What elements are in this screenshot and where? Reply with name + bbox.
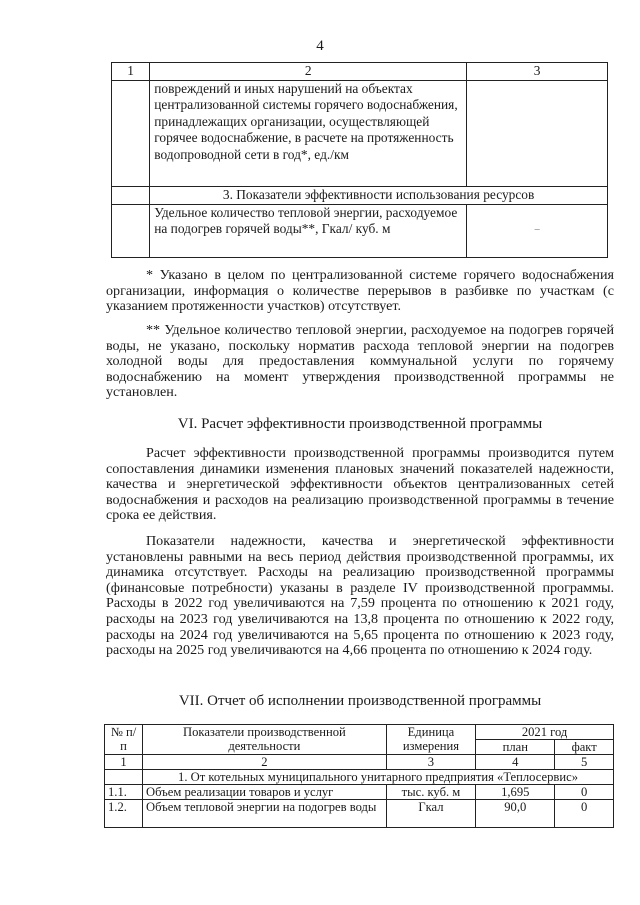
index-cell: 3 bbox=[386, 755, 475, 770]
table-row-fact: 0 bbox=[555, 800, 614, 828]
index-cell: 1 bbox=[105, 755, 143, 770]
section-6-paragraph-1: Расчет эффективности производственной программы производится путем сопоставления динамики изменения плановых значений показателей надежности, качества и энергетической эффективности объектов централизованных сетей водоснабжения и расходов на реализацию производственной программы в течение срока ее действия. bbox=[106, 445, 614, 524]
index-cell: 2 bbox=[143, 755, 387, 770]
group-number-cell bbox=[105, 770, 143, 785]
indicator-value bbox=[467, 80, 608, 186]
table-row-fact: 0 bbox=[555, 785, 614, 800]
footnote-1: * Указано в целом по централизованной системе горячего водоснабжения организации, информация о количестве перерывов в разбивке по участкам (с указанием протяженности участков) отсутствует. bbox=[106, 267, 614, 315]
table-row-plan: 90,0 bbox=[476, 800, 555, 828]
row-number-cell bbox=[112, 80, 150, 186]
header-plan: план bbox=[476, 740, 555, 755]
indicator-text: повреждений и иных нарушений на объектах централизованной системы горячего водоснабжения, принадлежащих организации, осуществляющей горячее водоснабжение, в расчете на протяженность водопроводной сети в год*, ед./км bbox=[150, 80, 467, 186]
header-unit: Единица измерения bbox=[386, 725, 475, 755]
page-number: 4 bbox=[316, 38, 324, 54]
header-col-1: 1 bbox=[112, 63, 150, 81]
index-cell: 4 bbox=[476, 755, 555, 770]
section-7-title: VII. Отчет об исполнении производственной программы bbox=[178, 693, 542, 709]
section-6-paragraph-2: Показатели надежности, качества и энергетической эффективности установлены равными на весь период действия производственной программы, их динамика отсутствует. Расходы на реализацию производственной программы (финансовые потребности) указаны в разделе IV производственной программы. Расходы в 2022 год увеличиваются на 7,59 процента по отношению к 2021 году, расходы на 2023 год увеличиваются на 13,8 процента по отношению к 2022 году, расходы на 2024 год увеличиваются на 5,65 процента по отношению к 2023 году, расходы на 2025 год увеличиваются на 4,66 процента по отношению к 2024 году. bbox=[106, 533, 614, 659]
group-heading: 1. От котельных муниципального унитарного предприятия «Теплосервис» bbox=[143, 770, 614, 785]
row-number-cell bbox=[112, 204, 150, 257]
table-row-plan: 1,695 bbox=[476, 785, 555, 800]
section-heading: 3. Показатели эффективности использования ресурсов bbox=[150, 186, 608, 204]
index-cell: 5 bbox=[555, 755, 614, 770]
table-row-name: Объем тепловой энергии на подогрев воды bbox=[143, 800, 387, 828]
table-row-unit: Гкал bbox=[386, 800, 475, 828]
table-row-unit: тыс. куб. м bbox=[386, 785, 475, 800]
header-fact: факт bbox=[555, 740, 614, 755]
table-row-number: 1.2. bbox=[105, 800, 143, 828]
table-row-number: 1.1. bbox=[105, 785, 143, 800]
section-6-title: VI. Расчет эффективности производственной программы bbox=[177, 416, 543, 432]
header-indicator: Показатели производственной деятельности bbox=[143, 725, 387, 755]
footnote-2: ** Удельное количество тепловой энергии, расходуемое на подогрев горячей воды, не указано, поскольку норматив расхода тепловой энергии на подогрев холодной воды для предоставления коммунальной услуги по горячему водоснабжению на момент утверждения производственной программы не установлен. bbox=[106, 322, 614, 401]
program-report-table bbox=[104, 724, 614, 828]
header-col-2: 2 bbox=[150, 63, 467, 81]
header-year: 2021 год bbox=[476, 725, 614, 740]
indicator-text: Удельное количество тепловой энергии, расходуемое на подогрев горячей воды**, Гкал/ куб. м bbox=[150, 204, 467, 257]
indicator-value: – bbox=[467, 204, 608, 257]
indicators-table-continued bbox=[111, 62, 608, 258]
section-number-cell bbox=[112, 186, 150, 204]
table-row-name: Объем реализации товаров и услуг bbox=[143, 785, 387, 800]
header-number: № п/п bbox=[105, 725, 143, 755]
header-col-3: 3 bbox=[467, 63, 608, 81]
